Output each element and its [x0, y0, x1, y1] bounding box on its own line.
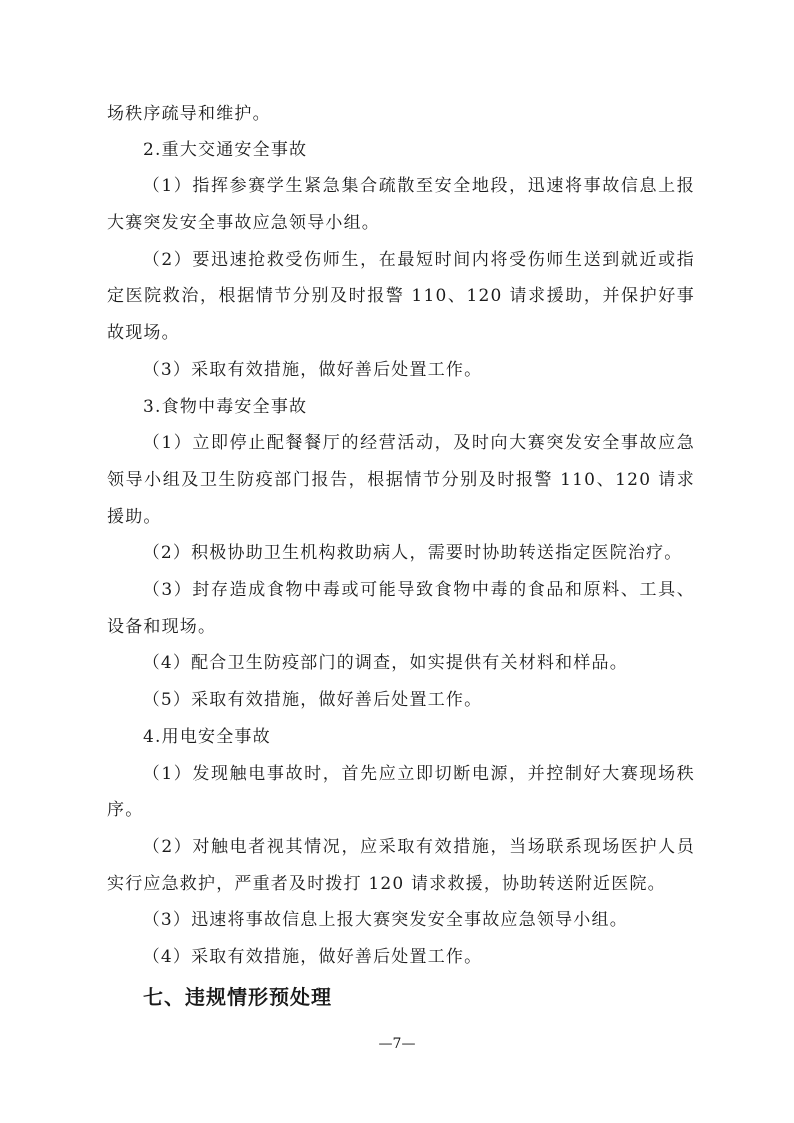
paragraph: （2）对触电者视其情况，应采取有效措施，当场联系现场医护人员实行应急救护，严重者及时拨打 120 请求救援，协助转送附近医院。: [107, 836, 695, 894]
paragraph: （4）配合卫生防疫部门的调查，如实提供有关材料和样品。: [142, 653, 628, 674]
paragraph: （2）要迅速抢救受伤师生，在最短时间内将受伤师生送到就近或指定医院救治，根据情节分别及时报警 110、120 请求援助，并保护好事故现场。: [107, 249, 695, 344]
subheading-food-poisoning: 3.食物中毒安全事故: [143, 396, 308, 417]
subheading-electrical-accident: 4.用电安全事故: [143, 726, 271, 747]
paragraph: （5）采取有效措施，做好善后处置工作。: [142, 690, 483, 711]
paragraph: （1）指挥参赛学生紧急集合疏散至安全地段，迅速将事故信息上报大赛突发安全事故应急领导小组。: [107, 176, 695, 233]
paragraph: （1）立即停止配餐餐厅的经营活动，及时向大赛突发安全事故应急领导小组及卫生防疫部门报告，根据情节分别及时报警 110、120 请求援助。: [107, 433, 695, 527]
paragraph: （3）采取有效措施，做好善后处置工作。: [142, 359, 483, 380]
paragraph: （4）采取有效措施，做好善后处置工作。: [142, 947, 483, 968]
paragraph: （3）封存造成食物中毒或可能导致食物中毒的食品和原料、工具、设备和现场。: [107, 580, 695, 637]
paragraph: （2）积极协助卫生机构救助病人，需要时协助转送指定医院治疗。: [142, 543, 683, 564]
document-body: [107, 98, 695, 1016]
section-title: 七、违规情形预处理: [143, 984, 332, 1009]
paragraph: （3）迅速将事故信息上报大赛突发安全事故应急领导小组。: [142, 910, 628, 931]
paragraph: （1）发现触电事故时，首先应立即切断电源，并控制好大赛现场秩序。: [107, 763, 695, 821]
paragraph-continuation: 场秩序疏导和维护。: [107, 104, 271, 124]
subheading-traffic-accident: 2.重大交通安全事故: [143, 139, 308, 160]
page-number: —7—: [378, 1036, 416, 1052]
